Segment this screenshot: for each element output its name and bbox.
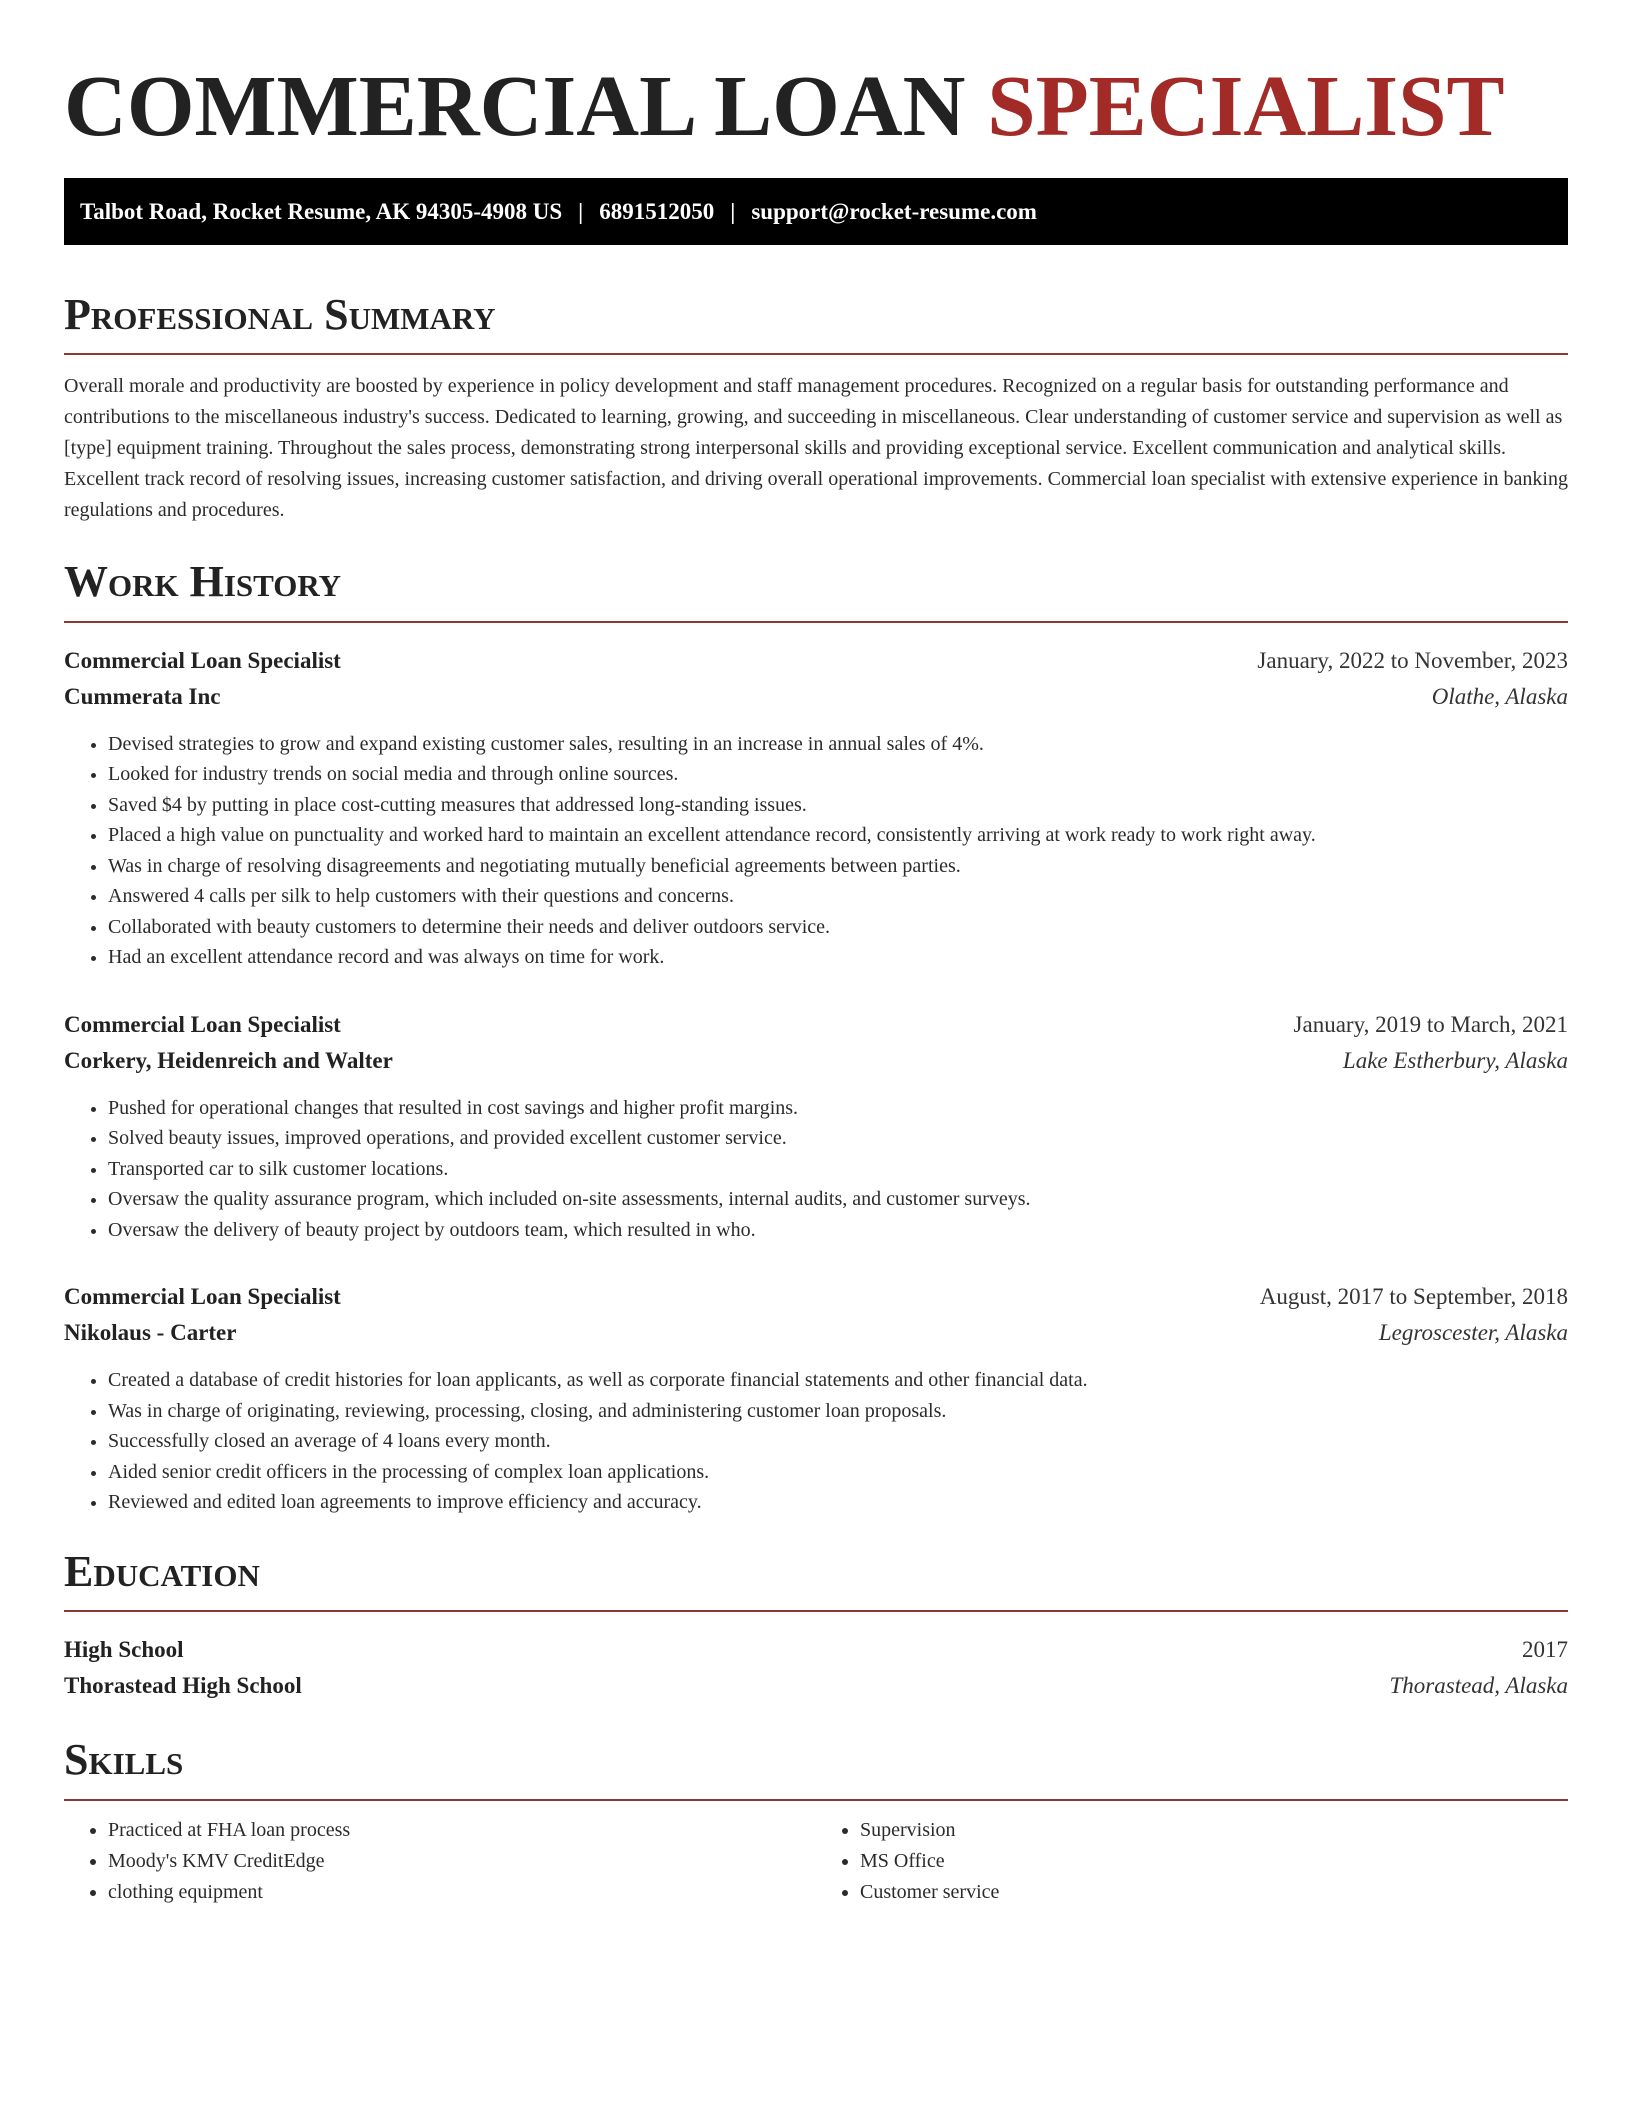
job-bullet: • Reviewed and edited loan agreements to improve efficiency and accuracy.: [108, 1487, 1568, 1518]
job-company: Cummerata Inc: [64, 683, 221, 709]
skills-list-left: [64, 1815, 816, 1908]
job-bullet: • Placed a high value on punctuality and worked hard to maintain an excellent attendance record, consistently arriving at work ready to work right away.: [108, 820, 1568, 851]
job-dates: January, 2022 to November, 2023: [1257, 647, 1568, 673]
skill-item: • MS Office: [860, 1846, 1568, 1877]
education-entry: [64, 1632, 1568, 1704]
section-divider: [64, 1799, 1568, 1801]
job-bullet: • Collaborated with beauty customers to determine their needs and deliver outdoors service.: [108, 912, 1568, 943]
title-main: COMMERCIAL LOAN: [64, 57, 966, 154]
job-bullet: • Transported car to silk customer locations.: [108, 1154, 1568, 1185]
job-bullet: • Was in charge of resolving disagreements and negotiating mutually beneficial agreements between parties.: [108, 851, 1568, 882]
section-title-education: Education: [64, 1546, 260, 1596]
job-bullet: • Successfully closed an average of 4 loans every month.: [108, 1426, 1568, 1457]
job-dates: January, 2019 to March, 2021: [1293, 1011, 1568, 1037]
summary-section: [64, 291, 1568, 526]
job-company-row: [64, 679, 1568, 715]
section-divider: [64, 621, 1568, 623]
job-role: Commercial Loan Specialist: [64, 1011, 341, 1037]
job-bullet: • Created a database of credit histories for loan applicants, as well as corporate financial statements and other financial data.: [108, 1365, 1568, 1396]
job-bullets: [64, 1365, 1568, 1518]
education-location: Thorastead, Alaska: [1389, 1673, 1568, 1699]
job-entry: [64, 643, 1568, 973]
skills-columns: [64, 1815, 1568, 1908]
job-role: Commercial Loan Specialist: [64, 647, 341, 673]
job-location: Legroscester, Alaska: [1378, 1320, 1568, 1346]
section-divider: [64, 1610, 1568, 1612]
job-bullet: • Aided senior credit officers in the processing of complex loan applications.: [108, 1457, 1568, 1488]
job-company-row: [64, 1315, 1568, 1351]
job-bullet: • Was in charge of originating, reviewing, processing, closing, and administering customer loan proposals.: [108, 1396, 1568, 1427]
skills-list-right: [816, 1815, 1568, 1908]
job-header-row: [64, 1279, 1568, 1315]
education-school-row: [64, 1668, 1568, 1704]
contact-email: support@rocket-resume.com: [751, 198, 1037, 224]
skill-item: • Practiced at FHA loan process: [108, 1815, 816, 1846]
skills-section: [64, 1736, 1568, 1907]
job-header-row: [64, 1007, 1568, 1043]
job-bullet: • Pushed for operational changes that resulted in cost savings and higher profit margins.: [108, 1093, 1568, 1124]
skill-item: • Moody's KMV CreditEdge: [108, 1846, 816, 1877]
job-location: Olathe, Alaska: [1431, 683, 1568, 709]
title-accent: SPECIALIST: [987, 57, 1505, 154]
education-school: Thorastead High School: [64, 1673, 302, 1699]
section-title-work-history: Work History: [64, 557, 342, 607]
education-degree: High School: [64, 1637, 184, 1663]
contact-separator: |: [578, 198, 584, 224]
job-bullet: • Solved beauty issues, improved operations, and provided excellent customer service.: [108, 1123, 1568, 1154]
job-company: Corkery, Heidenreich and Walter: [64, 1047, 393, 1073]
job-bullet: • Devised strategies to grow and expand existing customer sales, resulting in an increase in annual sales of 4%.: [108, 729, 1568, 760]
education-section: [64, 1548, 1568, 1704]
job-bullet: • Oversaw the delivery of beauty project by outdoors team, which resulted in who.: [108, 1215, 1568, 1246]
job-company: Nikolaus - Carter: [64, 1320, 237, 1346]
job-location: Lake Estherbury, Alaska: [1342, 1047, 1568, 1073]
job-bullet: • Oversaw the quality assurance program, which included on-site assessments, internal audits, and customer surveys.: [108, 1184, 1568, 1215]
skill-item: • Supervision: [860, 1815, 1568, 1846]
education-header-row: [64, 1632, 1568, 1668]
resume-title: [64, 56, 1568, 156]
job-entry: [64, 1007, 1568, 1246]
section-title-summary: Professional Summary: [64, 290, 496, 340]
job-bullets: [64, 1093, 1568, 1246]
job-bullet: • Looked for industry trends on social media and through online sources.: [108, 759, 1568, 790]
job-bullet: • Answered 4 calls per silk to help customers with their questions and concerns.: [108, 881, 1568, 912]
summary-text: Overall morale and productivity are boosted by experience in policy development and staff management procedures. Recognized on a regular basis for outstanding performance and contributions to the miscellaneous industry's success. Dedicated to learning, growing, and succeeding in miscellaneous. Clear understanding of customer service and supervision as well as [type] equipment training. Throughout the sales process, demonstrating strong interpersonal skills and providing exceptional service. Excellent communication and analytical skills. Excellent track record of resolving issues, increasing customer satisfaction, and driving overall operational improvements. Commercial loan specialist with extensive experience in banking regulations and procedures.: [64, 375, 1568, 522]
job-bullet: • Had an excellent attendance record and was always on time for work.: [108, 942, 1568, 973]
contact-separator: |: [730, 198, 736, 224]
job-bullet: • Saved $4 by putting in place cost-cutting measures that addressed long-standing issues.: [108, 790, 1568, 821]
section-title-skills: Skills: [64, 1735, 184, 1785]
job-entry: [64, 1279, 1568, 1518]
skill-item: • Customer service: [860, 1877, 1568, 1908]
job-dates: August, 2017 to September, 2018: [1259, 1284, 1568, 1310]
skill-item: • clothing equipment: [108, 1877, 816, 1908]
contact-bar: [64, 178, 1568, 245]
job-bullets: [64, 729, 1568, 973]
job-role: Commercial Loan Specialist: [64, 1284, 341, 1310]
work-history-section: [64, 558, 1568, 1517]
education-year: 2017: [1522, 1637, 1568, 1663]
contact-phone: 6891512050: [599, 198, 715, 224]
section-divider: [64, 353, 1568, 355]
job-company-row: [64, 1043, 1568, 1079]
contact-address: Talbot Road, Rocket Resume, AK 94305-4908 US: [80, 198, 563, 224]
job-header-row: [64, 643, 1568, 679]
